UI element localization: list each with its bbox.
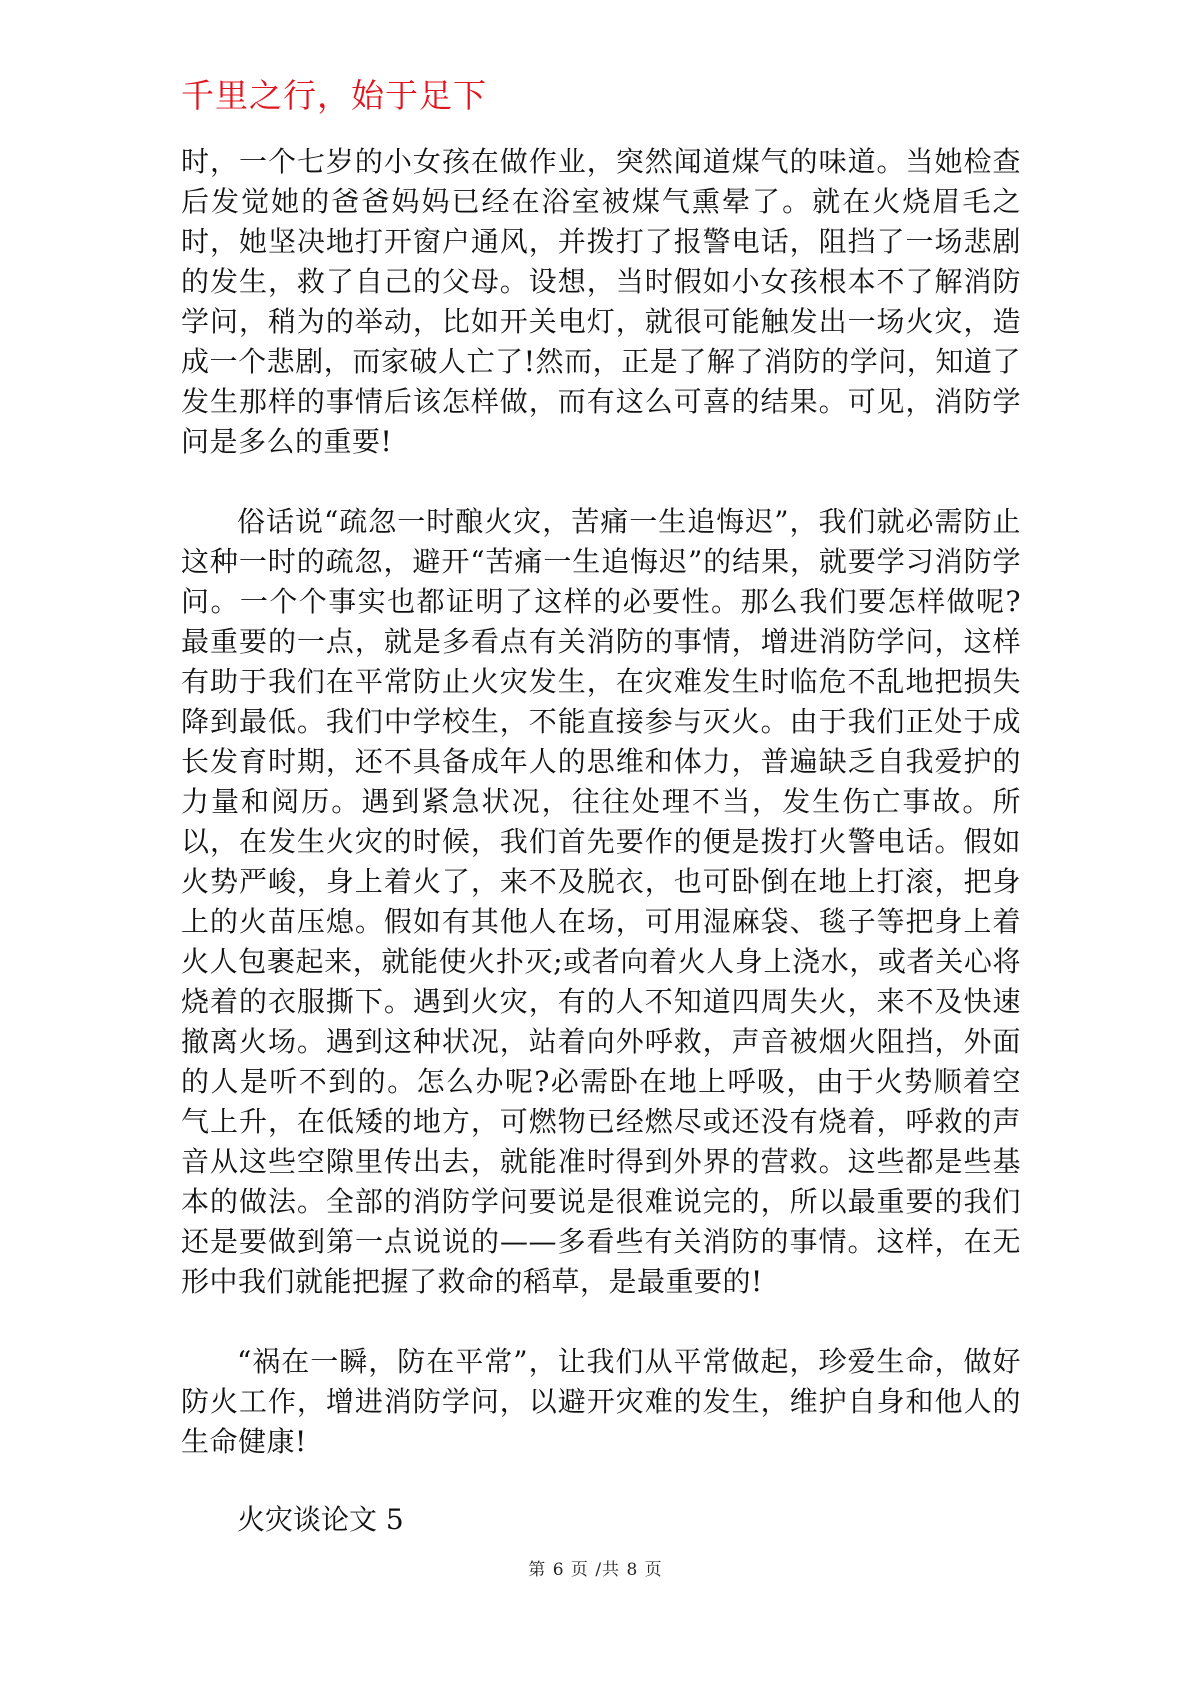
section-title: 火灾谈论文 5 [237, 1503, 404, 1536]
page-number: 第 6 页 /共 8 页 [528, 1560, 663, 1580]
document-body [181, 142, 1021, 1540]
paragraph-fire-safety-knowledge: 俗话说“疏忽一时酿火灾，苦痛一生追悔迟”，我们就必需防止这种一时的疏忽，避开“苦痛一生追悔迟”的结果，就要学习消防学问。一个个事实也都证明了这样的必要性。那么我们要怎样做呢?最重要的一点，就是多看点有关消防的事情，增进消防学问，这样有助于我们在平常防止火灾发生，在灾难发生时临危不乱地把损失降到最低。我们中学校生，不能直接参与灭火。由于我们正处于成长发育时期，还不具备成年人的思维和体力，普遍缺乏自我爱护的力量和阅历。遇到紧急状况，往往处理不当，发生伤亡事故。所以，在发生火灾的时候，我们首先要作的便是拨打火警电话。假如火势严峻，身上着火了，来不及脱衣，也可卧倒在地上打滚，把身上的火苗压熄。假如有其他人在场，可用湿麻袋、毯子等把身上着火人包裹起来，就能使火扑灭;或者向着火人身上浇水，或者关心将烧着的衣服撕下。遇到火灾，有的人不知道四周失火，来不及快速撤离火场。遇到这种状况，站着向外呼救，声音被烟火阻挡，外面的人是听不到的。怎么办呢?必需卧在地上呼吸，由于火势顺着空气上升，在低矮的地方，可燃物已经燃尽或还没有烧着，呼救的声音从这些空隙里传出去，就能准时得到外界的营救。这些都是些基本的做法。全部的消防学问要说是很难说完的，所以最重要的我们还是要做到第一点说说的——多看些有关消防的事情。这样，在无形中我们就能把握了救命的稻草，是最重要的! [181, 505, 1021, 1298]
paragraph-gap [181, 1302, 1021, 1342]
paragraph-conclusion: “祸在一瞬，防在平常”，让我们从平常做起，珍爱生命，做好防火工作，增进消防学问，以避开灾难的发生，维护自身和他人的生命健康! [181, 1345, 1021, 1458]
paragraph-gap [181, 1462, 1021, 1500]
paragraph-gap [181, 462, 1021, 502]
header-motto: 千里之行，始于足下 [181, 76, 487, 115]
paragraph-continued: 时，一个七岁的小女孩在做作业，突然闻道煤气的味道。当她检查后发觉她的爸爸妈妈已经在浴室被煤气熏晕了。就在火烧眉毛之时，她坚决地打开窗户通风，并拨打了报警电话，阻挡了一场悲剧的发生，救了自己的父母。设想，当时假如小女孩根本不了解消防学问，稍为的举动，比如开关电灯，就很可能触发出一场火灾，造成一个悲剧，而家破人亡了!然而，正是了解了消防的学问，知道了发生那样的事情后该怎样做，而有这么可喜的结果。可见，消防学问是多么的重要! [181, 145, 1021, 458]
